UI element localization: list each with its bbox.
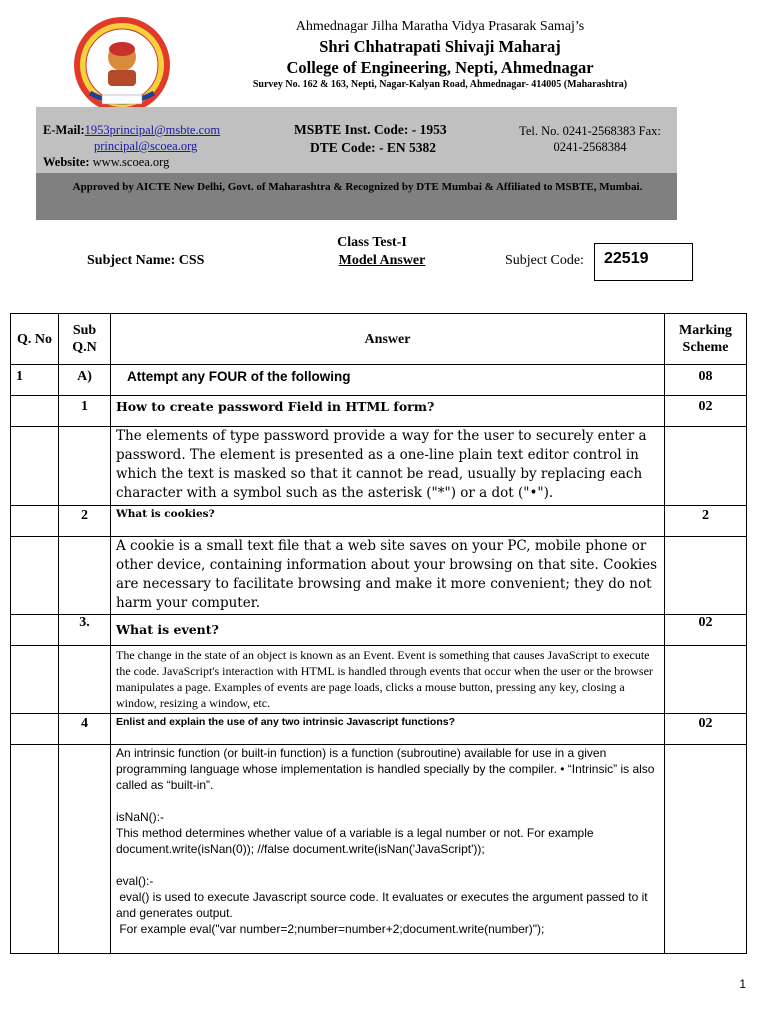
intrinsic-definition: An intrinsic function (or built-in function) is a function (subroutine) available for use in a given programming language whose implementation is handled specially by the compiler. • “Intrinsic” is also called as “built-in”.	[116, 746, 655, 792]
table-row	[11, 396, 747, 427]
subq-cell	[59, 646, 111, 714]
table-row	[11, 427, 747, 506]
section-instruction: Attempt any FOUR of the following	[111, 365, 665, 396]
tel-fax: Tel. No. 0241-2568383 Fax: 0241-2568384	[519, 124, 661, 154]
marks-cell	[665, 537, 747, 615]
isnan-description: This method determines whether value of a variable is a legal number or not. For example document.write(isNan(0)); //false document.write(isNan('JavaScript'));	[116, 826, 594, 856]
qno-cell	[11, 427, 59, 506]
website-value: www.scoea.org	[92, 155, 170, 169]
header-qno: Q. No	[11, 314, 59, 365]
question-text: What is event?	[111, 615, 665, 646]
qno-cell	[11, 537, 59, 615]
subq-cell: 3.	[59, 615, 111, 646]
qno-cell	[11, 714, 59, 745]
subq-cell	[59, 745, 111, 954]
subq-cell: 1	[59, 396, 111, 427]
subq-cell	[59, 537, 111, 615]
eval-title: eval():-	[116, 874, 154, 888]
header-subq: Sub Q.N	[59, 314, 111, 365]
answer-text: The elements of type password provide a way for the user to securely enter a password. The element is presented as a one-line plain text editor control in which the text is masked so that it cannot be read, usually by replacing each character with a symbol such as the asterisk ("*") or a dot ("•").	[111, 427, 665, 506]
subject-code-label: Subject Code:	[505, 253, 584, 268]
subq-cell: A)	[59, 365, 111, 396]
marks-cell: 02	[665, 396, 747, 427]
test-subtitle: Model Answer	[338, 253, 426, 268]
marks-cell: 02	[665, 615, 747, 646]
marks-cell: 2	[665, 506, 747, 537]
question-text: How to create password Field in HTML form?	[111, 396, 665, 427]
page-number: 1	[739, 977, 746, 991]
subq-cell	[59, 427, 111, 506]
table-row	[11, 365, 747, 396]
table-row	[11, 745, 747, 954]
qno-cell	[11, 506, 59, 537]
subq-cell: 2	[59, 506, 111, 537]
email-row	[43, 123, 220, 138]
college-logo-icon	[72, 15, 172, 115]
isnan-title: isNaN():-	[116, 810, 164, 824]
college-address: Survey No. 162 & 163, Nepti, Nagar-Kalyan Road, Ahmednagar- 414005 (Maharashtra)	[252, 79, 628, 90]
qno-cell	[11, 646, 59, 714]
answer-text	[111, 745, 665, 954]
qno-cell	[11, 615, 59, 646]
table-row	[11, 615, 747, 646]
test-title: Class Test-I	[337, 235, 407, 250]
marks-cell	[665, 745, 747, 954]
eval-description: eval() is used to execute Javascript source code. It evaluates or executes the argument passed to it and generates output.	[116, 890, 651, 920]
question-text: Enlist and explain the use of any two intrinsic Javascript functions?	[111, 714, 665, 745]
header-answer: Answer	[111, 314, 665, 365]
answer-text: A cookie is a small text file that a web site saves on your PC, mobile phone or other device, containing information about your browsing on that site. Cookies are necessary to facilitate browsing and make it more convenient; they do not harm your computer.	[111, 537, 665, 615]
marks-cell	[665, 427, 747, 506]
subq-cell: 4	[59, 714, 111, 745]
header-marks: Marking Scheme	[665, 314, 747, 365]
qno-cell: 1	[11, 365, 59, 396]
answer-text: The change in the state of an object is known as an Event. Event is something that causes JavaScript to execute the code. JavaScript's interaction with HTML is handled through events that occur when the user or the browser manipulates a page. Examples of events are page loads, clicks a mouse button, pressing any key, closing a window, resizing a window, etc.	[111, 646, 665, 714]
table-row	[11, 537, 747, 615]
marks-cell	[665, 646, 747, 714]
subject-code-value: 22519	[604, 250, 649, 267]
msbte-code: MSBTE Inst. Code: - 1953	[294, 122, 447, 137]
college-name: College of Engineering, Nepti, Ahmednagar	[286, 58, 594, 77]
table-row	[11, 646, 747, 714]
institution-name: Shri Chhatrapati Shivaji Maharaj	[319, 37, 561, 56]
table-row	[11, 714, 747, 745]
website-row	[43, 155, 169, 170]
dte-code: DTE Code: - EN 5382	[310, 140, 437, 155]
answer-table	[10, 313, 747, 954]
website-label: Website:	[43, 155, 90, 169]
email-link-2[interactable]: principal@scoea.org	[94, 139, 198, 153]
qno-cell	[11, 396, 59, 427]
marks-cell: 08	[665, 365, 747, 396]
question-text: What is cookies?	[111, 506, 665, 537]
table-header-row	[11, 314, 747, 365]
marks-cell: 02	[665, 714, 747, 745]
society-name: Ahmednagar Jilha Maratha Vidya Prasarak Samaj’s	[295, 19, 585, 34]
table-row	[11, 506, 747, 537]
subject-name: Subject Name: CSS	[87, 253, 205, 268]
approval-text: Approved by AICTE New Delhi, Govt. of Maharashtra & Recognized by DTE Mumbai & Affiliated to MSBTE, Mumbai.	[72, 181, 643, 193]
qno-cell	[11, 745, 59, 954]
email-label: E-Mail:	[43, 123, 85, 137]
email-link-1[interactable]: 1953principal@msbte.com	[84, 123, 221, 137]
eval-example: For example eval("var number=2;number=number+2;document.write(number)");	[116, 922, 545, 936]
